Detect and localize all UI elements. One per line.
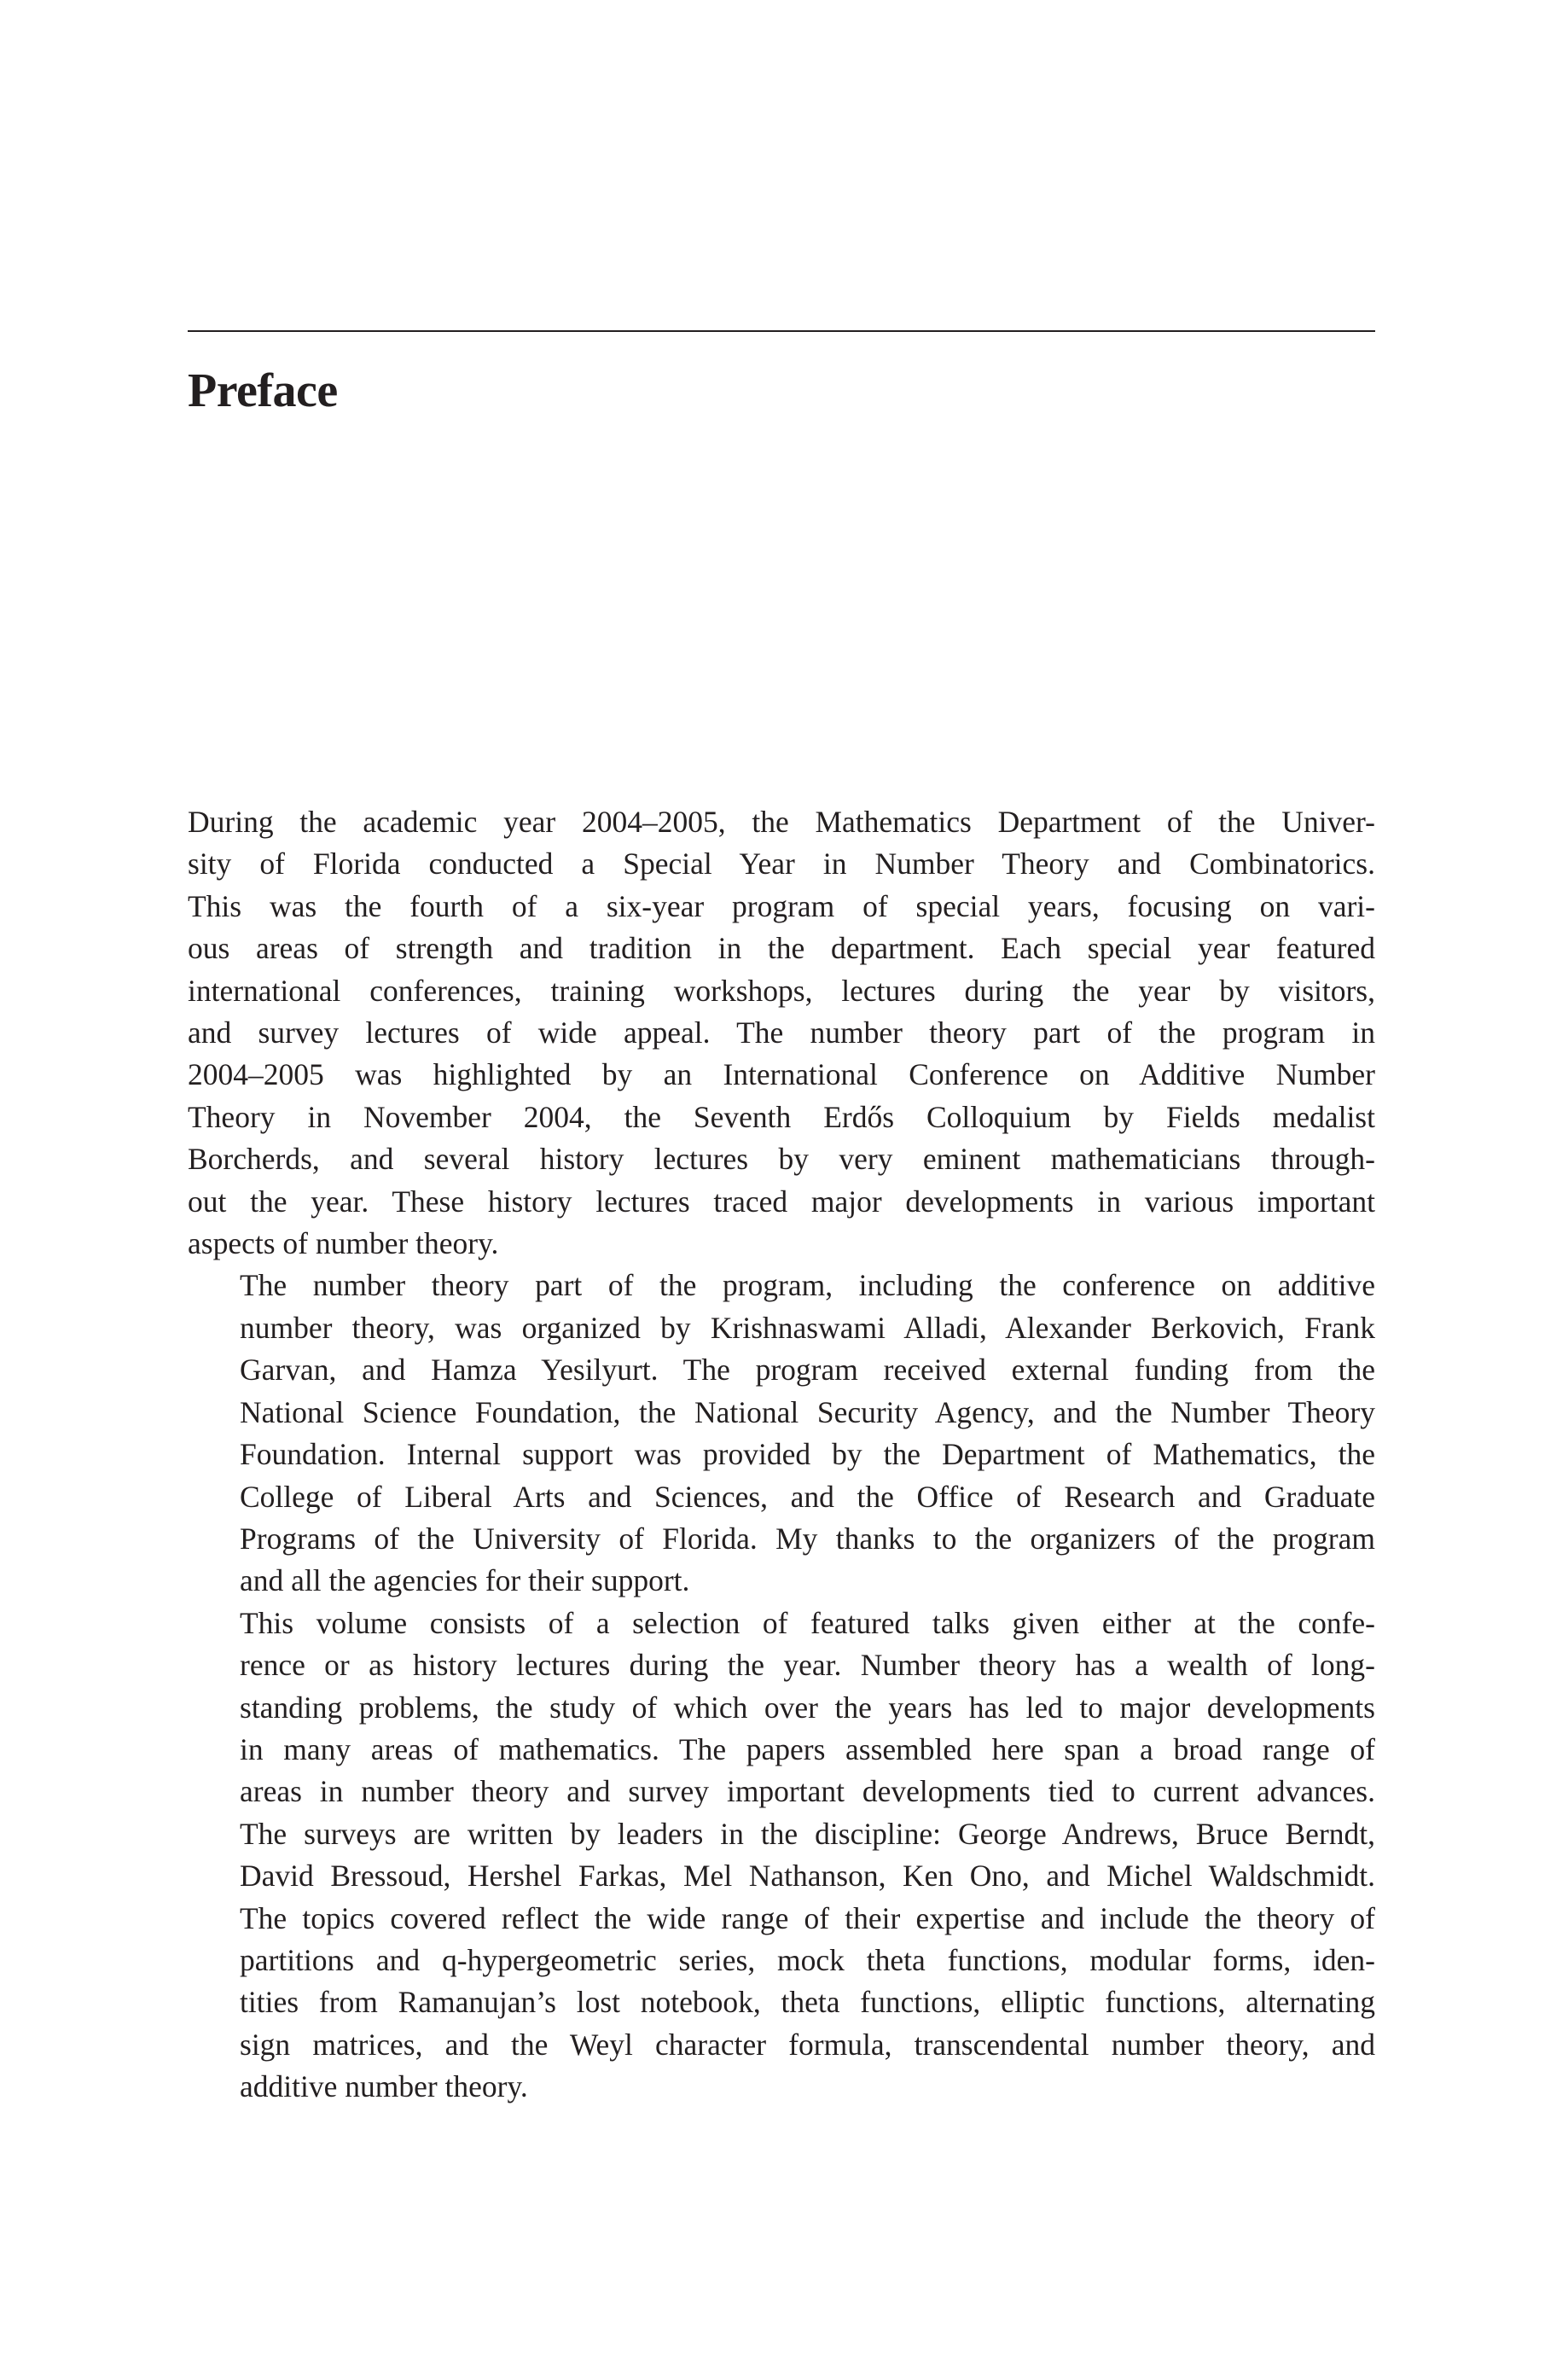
text-run: standing problems, the study of which over the years has led to major developments: [240, 1690, 1375, 1725]
text-line: [188, 2024, 1375, 2066]
text-run: and all the agencies for their support.: [240, 1563, 690, 1598]
text-line: [188, 928, 1375, 969]
text-line: [188, 1771, 1375, 1812]
text-run: sign matrices, and the Weyl character formula, transcendental number theory, and: [240, 2027, 1375, 2062]
text-line: [188, 1307, 1375, 1349]
text-run: ous areas of strength and tradition in the department. Each special year featured: [188, 931, 1375, 966]
text-line: [188, 2066, 1375, 2108]
paragraph-3: [188, 1603, 1375, 2109]
italic-text: q: [442, 1942, 457, 1977]
text-line: [188, 1813, 1375, 1855]
paragraph-2: [188, 1265, 1375, 1602]
text-run: .: [1368, 847, 1375, 881]
text-line: [188, 1434, 1375, 1475]
text-line: [188, 1097, 1375, 1138]
text-line: [188, 1476, 1375, 1518]
text-run: sity of Florida conducted a: [188, 847, 624, 881]
text-run: Programs of the University of Florida. My thanks to the organizers of the program: [240, 1521, 1375, 1556]
text-run: This was the fourth of a six-year program of special years, focusing on vari-: [188, 888, 1375, 923]
text-line: [188, 1223, 1375, 1265]
text-run: This volume consists of a selection of featured talks given either at the confe-: [240, 1605, 1375, 1640]
text-run: Borcherds, and several history lectures by very eminent mathematicians through-: [188, 1142, 1375, 1177]
preface-body: [188, 801, 1375, 2109]
text-run: College of Liberal Arts and Sciences, and the Office of Research and Graduate: [240, 1479, 1375, 1514]
text-run: areas in number theory and survey important developments tied to current advances.: [240, 1774, 1375, 1809]
page-title: Preface: [188, 364, 338, 417]
text-run: Foundation. Internal support was provided by the Department of Mathematics, the: [240, 1437, 1375, 1472]
text-run: The surveys are written by leaders in the discipline: George Andrews, Bruce Berndt,: [240, 1816, 1375, 1851]
heading-rule: [188, 330, 1375, 332]
text-run: aspects of number theory.: [188, 1226, 499, 1261]
text-line: [188, 1265, 1375, 1306]
text-run: Theory in November 2004, the Seventh Erdős Colloquium by Fields medalist: [188, 1099, 1375, 1134]
text-run: additive number theory.: [240, 2069, 528, 2104]
text-line: [188, 1349, 1375, 1391]
text-line: [188, 1560, 1375, 1602]
text-line: [188, 1392, 1375, 1434]
text-line: [188, 1855, 1375, 1897]
text-line: [188, 886, 1375, 928]
text-line: [188, 1687, 1375, 1729]
text-run: out the year. These history lectures traced major developments in various important: [188, 1184, 1375, 1219]
italic-text: Special Year in Number Theory and Combinatorics: [623, 847, 1368, 881]
text-line: [188, 970, 1375, 1012]
text-line: [188, 1012, 1375, 1054]
text-line: [188, 1138, 1375, 1180]
text-run: During the academic year 2004–2005, the Mathematics Department of the Univer-: [188, 805, 1375, 839]
text-run: number theory, was organized by Krishnaswami Alladi, Alexander Berkovich, Frank: [240, 1310, 1375, 1345]
text-line: [188, 1898, 1375, 1940]
text-run: David Bressoud, Hershel Farkas, Mel Nathanson, Ken Ono, and Michel Waldschmidt.: [240, 1859, 1375, 1894]
text-line: [188, 1729, 1375, 1771]
text-run: Garvan, and Hamza Yesilyurt. The program received external funding from the: [240, 1353, 1375, 1388]
text-line: [188, 1054, 1375, 1096]
text-line: [188, 1603, 1375, 1644]
text-line: [188, 1644, 1375, 1686]
text-line: [188, 1981, 1375, 2023]
text-run: 2004–2005 was highlighted by an International Conference on Additive Number: [188, 1057, 1375, 1092]
text-run: -hypergeometric series, mock theta functions, modular forms, iden-: [456, 1942, 1375, 1977]
paragraph-1: [188, 801, 1375, 1265]
text-run: National Science Foundation, the National Security Agency, and the Number Theory: [240, 1394, 1375, 1429]
text-line: [188, 1940, 1375, 1981]
text-run: The number theory part of the program, including the conference on additive: [240, 1268, 1375, 1303]
text-line: [188, 1181, 1375, 1223]
text-run: in many areas of mathematics. The papers assembled here span a broad range of: [240, 1731, 1375, 1766]
text-run: The topics covered reflect the wide range of their expertise and include the theory of: [240, 1900, 1375, 1935]
text-line: [188, 843, 1375, 885]
text-line: [188, 801, 1375, 843]
text-run: tities from Ramanujan’s lost notebook, theta functions, elliptic functions, alternating: [240, 1985, 1375, 2020]
text-run: partitions and: [240, 1942, 443, 1977]
text-line: [188, 1518, 1375, 1560]
text-run: international conferences, training workshops, lectures during the year by visitors,: [188, 973, 1375, 1008]
text-run: and survey lectures of wide appeal. The number theory part of the program in: [188, 1015, 1375, 1050]
text-run: rence or as history lectures during the year. Number theory has a wealth of long-: [240, 1648, 1375, 1683]
